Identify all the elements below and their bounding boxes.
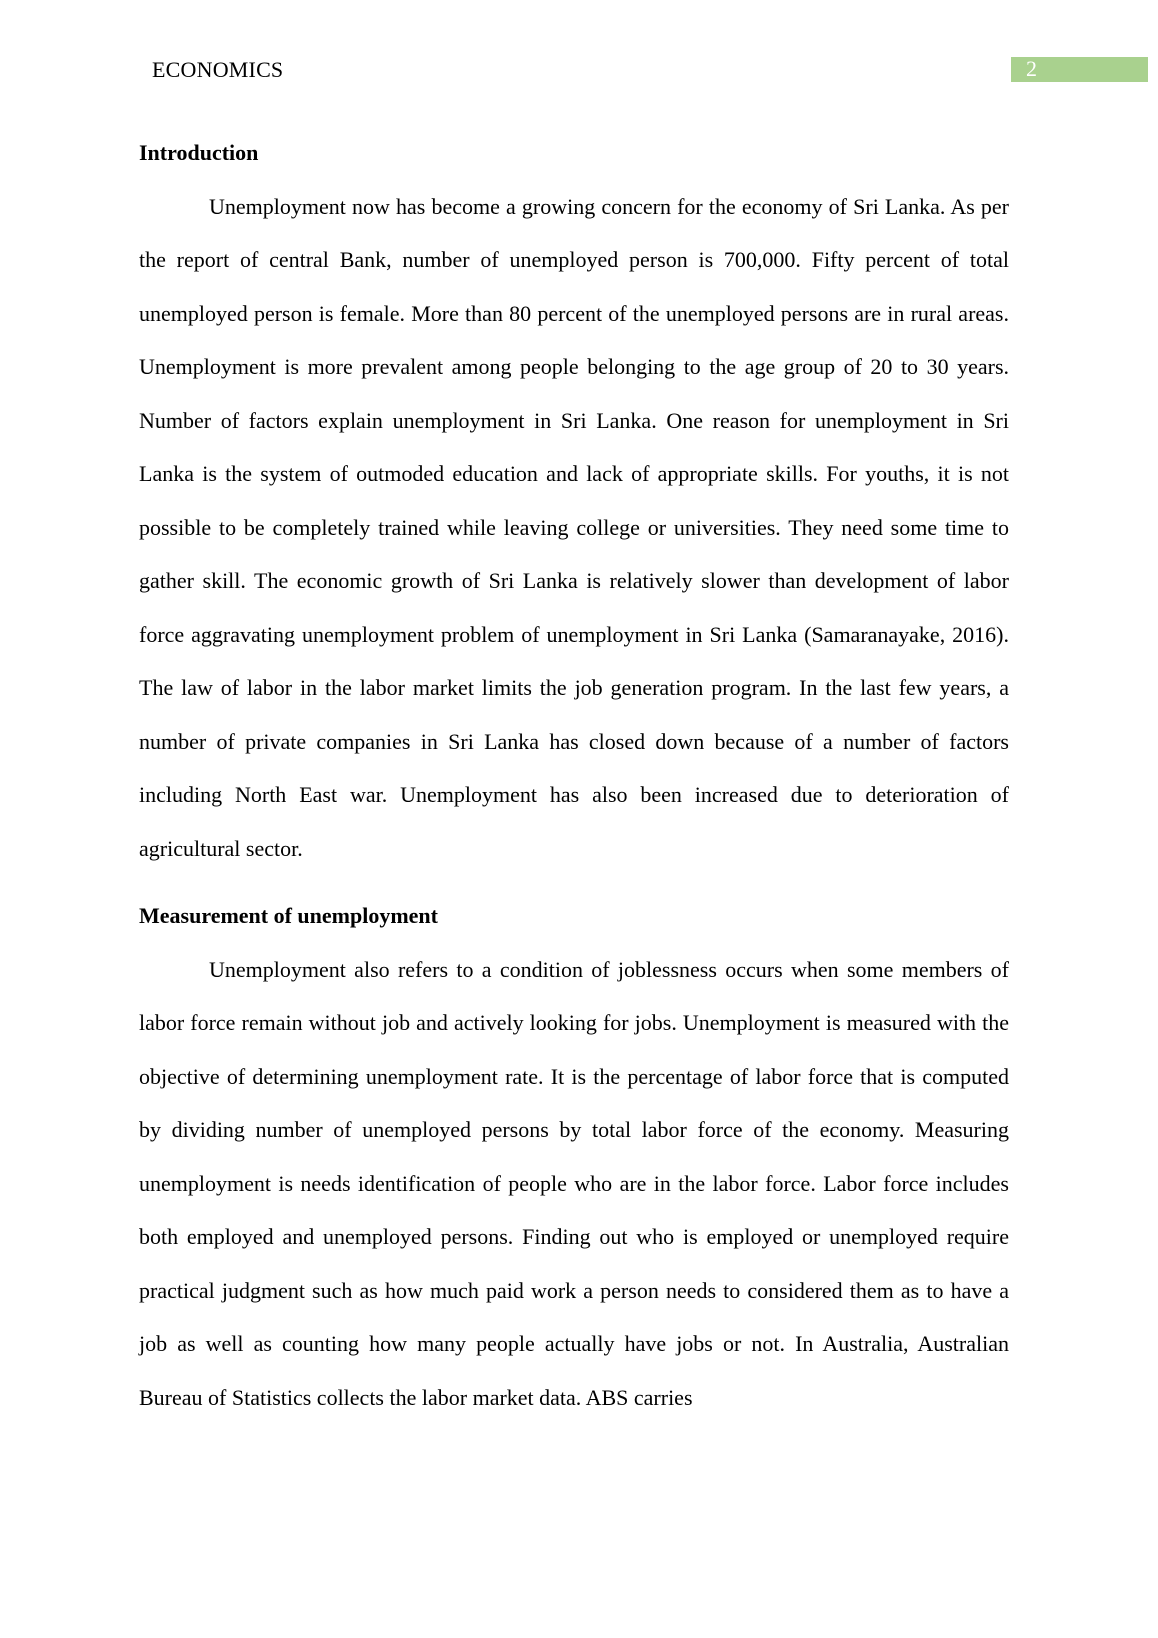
- section-heading-measurement: Measurement of unemployment: [139, 903, 438, 928]
- introduction-section: [139, 126, 1009, 875]
- page-number-badge: [1011, 57, 1148, 82]
- measurement-section: [139, 889, 1009, 1424]
- section-heading-introduction: Introduction: [139, 140, 259, 165]
- running-head: ECONOMICS: [152, 57, 284, 82]
- measurement-paragraph: Unemployment also refers to a condition of joblessness occurs when some members of labor force remain without job and actively looking for jobs. Unemployment is measured with the objective of determining unemployment rate. It is the percentage of labor force that is computed by dividing number of unemployed persons by total labor force of the economy. Measuring unemployment is needs identification of people who are in the labor force. Labor force includes both employed and unemployed persons. Finding out who is employed or unemployed require practical judgment such as how much paid work a person needs to considered them as to have a job as well as counting how many people actually have jobs or not. In Australia, Australian Bureau of Statistics collects the labor market data. ABS carries: [139, 956, 1009, 1410]
- introduction-paragraph: Unemployment now has become a growing concern for the economy of Sri Lanka. As per the report of central Bank, number of unemployed person is 700,000. Fifty percent of total unemployed person is female. More than 80 percent of the unemployed persons are in rural areas. Unemployment is more prevalent among people belonging to the age group of 20 to 30 years. Number of factors explain unemployment in Sri Lanka. One reason for unemployment in Sri Lanka is the system of outmoded education and lack of appropriate skills. For youths, it is not possible to be completely trained while leaving college or universities. They need some time to gather skill. The economic growth of Sri Lanka is relatively slower than development of labor force aggravating unemployment problem of unemployment in Sri Lanka (Samaranayake, 2016). The law of labor in the labor market limits the job generation program. In the last few years, a number of private companies in Sri Lanka has closed down because of a number of factors including North East war. Unemployment has also been increased due to deterioration of agricultural sector.: [139, 193, 1009, 861]
- page-number: 2: [1026, 56, 1037, 81]
- document-body: [139, 126, 1009, 1438]
